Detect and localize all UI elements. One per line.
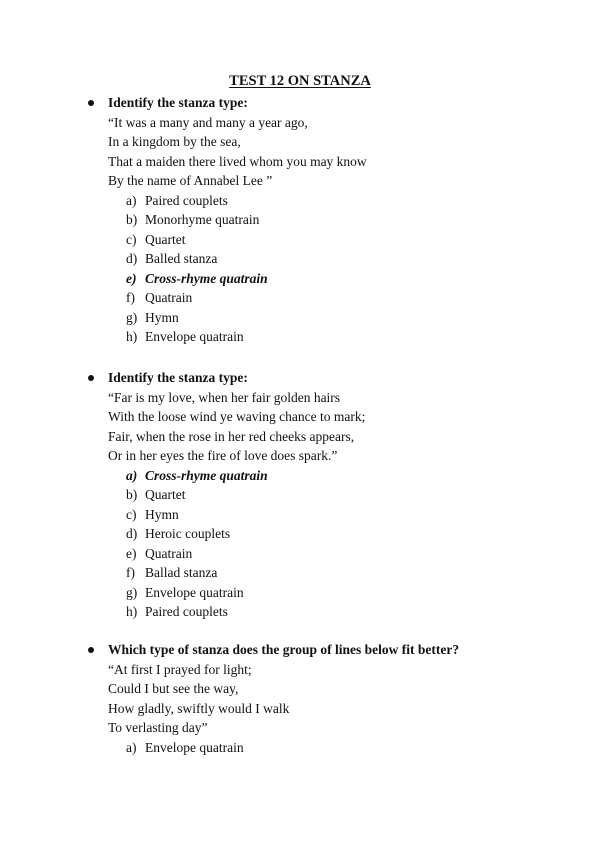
option-text: Hymn bbox=[145, 506, 179, 522]
option-text: Paired couplets bbox=[145, 604, 228, 619]
question-1 bbox=[0, 93, 600, 347]
poem-line: Or in her eyes the fire of love does spark.” bbox=[108, 448, 338, 463]
option-text: Quartet bbox=[145, 231, 186, 247]
option-text: Cross-rhyme quatrain bbox=[145, 467, 268, 483]
option bbox=[0, 308, 600, 328]
option-text: Envelope quatrain bbox=[145, 584, 244, 600]
option-text: Envelope quatrain bbox=[145, 329, 244, 344]
question-prompt bbox=[0, 640, 600, 660]
option bbox=[0, 191, 600, 211]
question-prompt bbox=[0, 93, 600, 113]
option-text: Paired couplets bbox=[145, 192, 228, 208]
option-letter: e) bbox=[126, 270, 137, 286]
poem-line: Fair, when the rose in her red cheeks appears, bbox=[108, 428, 355, 444]
bullet-icon bbox=[88, 100, 94, 106]
question-2 bbox=[0, 368, 600, 622]
option-letter: a) bbox=[126, 467, 138, 483]
option bbox=[0, 583, 600, 603]
option-letter: f) bbox=[126, 290, 135, 305]
option bbox=[0, 544, 600, 564]
option bbox=[0, 524, 600, 544]
option-letter: c) bbox=[126, 506, 137, 522]
poem-line: With the loose wind ye waving chance to mark; bbox=[108, 409, 366, 424]
option-answer bbox=[0, 269, 600, 289]
option-letter: h) bbox=[126, 604, 138, 619]
option bbox=[0, 249, 600, 269]
poem-line: In a kingdom by the sea, bbox=[108, 134, 241, 149]
option-letter: c) bbox=[126, 231, 137, 247]
option-letter: a) bbox=[126, 739, 137, 755]
option bbox=[0, 563, 600, 583]
option-text: Ballad stanza bbox=[145, 565, 218, 580]
poem-line: Could I but see the way, bbox=[108, 681, 239, 696]
bullet-icon bbox=[88, 375, 94, 381]
option-text: Hymn bbox=[145, 309, 179, 325]
option-letter: b) bbox=[126, 487, 138, 502]
option bbox=[0, 327, 600, 347]
option bbox=[0, 485, 600, 505]
option-letter: e) bbox=[126, 545, 137, 561]
poem-line: “At first I prayed for light; bbox=[108, 661, 252, 677]
option-text: Quatrain bbox=[145, 545, 193, 561]
option-letter: b) bbox=[126, 212, 138, 227]
poem-line: “Far is my love, when her fair golden hairs bbox=[108, 389, 341, 405]
option-text: Balled stanza bbox=[145, 251, 218, 266]
option-text: Quatrain bbox=[145, 290, 193, 305]
option-letter: g) bbox=[126, 309, 138, 325]
option-text: Heroic couplets bbox=[145, 526, 231, 541]
poem-line: By the name of Annabel Lee ” bbox=[108, 173, 273, 188]
poem-line: How gladly, swiftly would I walk bbox=[108, 700, 290, 716]
poem-line: That a maiden there lived whom you may know bbox=[108, 153, 367, 169]
prompt-text: Identify the stanza type: bbox=[108, 370, 248, 385]
question-3 bbox=[0, 640, 600, 757]
prompt-text: Which type of stanza does the group of lines below fit better? bbox=[108, 642, 460, 657]
option bbox=[0, 602, 600, 622]
option bbox=[0, 288, 600, 308]
option bbox=[0, 505, 600, 525]
option-letter: d) bbox=[126, 526, 138, 541]
option-text: Cross-rhyme quatrain bbox=[145, 270, 268, 286]
option-answer bbox=[0, 466, 600, 486]
option bbox=[0, 210, 600, 230]
option-text: Monorhyme quatrain bbox=[145, 212, 260, 227]
option-letter: f) bbox=[126, 565, 135, 580]
option bbox=[0, 738, 600, 758]
option bbox=[0, 230, 600, 250]
page-title: TEST 12 ON STANZA bbox=[229, 73, 371, 89]
poem-line: To verlasting day” bbox=[108, 720, 208, 735]
option-letter: d) bbox=[126, 251, 138, 266]
question-prompt bbox=[0, 368, 600, 388]
option-letter: a) bbox=[126, 192, 137, 208]
poem-line: “It was a many and many a year ago, bbox=[108, 114, 308, 130]
option-text: Envelope quatrain bbox=[145, 739, 244, 755]
prompt-text: Identify the stanza type: bbox=[108, 95, 248, 110]
option-letter: h) bbox=[126, 329, 138, 344]
bullet-icon bbox=[88, 647, 94, 653]
option-text: Quartet bbox=[145, 487, 186, 502]
option-letter: g) bbox=[126, 584, 138, 600]
